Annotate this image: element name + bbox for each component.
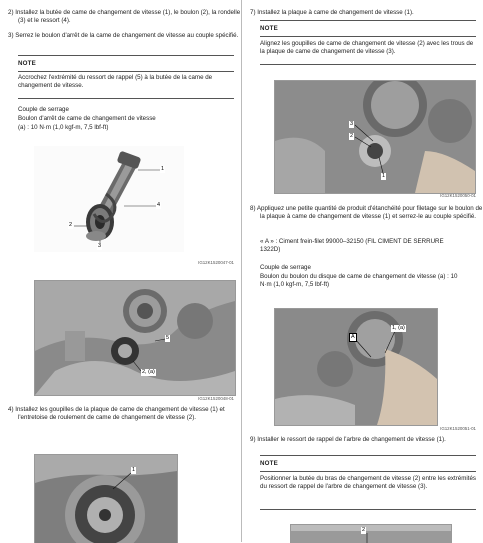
fig1-callout-2: 2 [69, 222, 73, 228]
fig2-callout-2a: 2, (a) [142, 369, 155, 375]
fig1-callout-4: 4 [157, 202, 161, 208]
fig4-callout-2: 2 [350, 133, 354, 139]
note9-rule-top [260, 455, 476, 456]
step-7-text: 7) Installez la plaque à came de changement de vitesse (1). [250, 9, 414, 16]
figure-5-caption: IG12K1520051-01 [440, 426, 476, 431]
fig1-callout-3: 3 [98, 243, 102, 249]
note9-label: NOTE [260, 460, 278, 467]
note-label: NOTE [18, 60, 36, 67]
thread-lock-product: « A » : Ciment frein-filet 99000–32150 (FIL CIMENT DE SERRURE 1322D) [260, 238, 444, 254]
note-rule-top [18, 55, 234, 56]
torque-title-right: Couple de serrage [260, 264, 311, 271]
fig4-callout-3: 3 [350, 121, 354, 127]
note7-label: NOTE [260, 25, 278, 32]
figure-1-parts-photo [34, 146, 184, 252]
figure-4-caption: IG12K1520050-01 [440, 193, 476, 198]
fig1-callout-1: 1 [161, 166, 165, 172]
fig5-callout-1a: 1, (a) [392, 325, 405, 331]
torque-item: Boulon d'arrêt de came de changement de vitesse [18, 115, 156, 122]
figure-6-photo [290, 524, 452, 543]
torque-item-right: Boulon du boulon du disque de came de changement de vitesse (a) : 10 N·m (1,0 kgf-m, 7,5 lbf-ft) [260, 273, 458, 289]
figure-5-bolt-photo [274, 308, 438, 426]
fig4-callout-1: 1 [382, 173, 386, 179]
torque-title: Couple de serrage [18, 106, 69, 113]
note-text: Accrochez l'extrémité du ressort de rappel (5) à la butée de la came de changement de vitesse. [18, 74, 213, 90]
torque-value: (a) : 10 N·m (1,0 kgf-m, 7,5 lbf-ft) [18, 124, 109, 131]
note9-rule-bottom [260, 509, 476, 510]
fig5-callout-A: A [349, 333, 357, 342]
step-4-text: 4) Installez les goupilles de la plaque de came de changement de vitesse (1) et l'entretoise de roulement de came de changement de vitesse (2). [8, 406, 225, 422]
note7-text: Alignez les goupilles de came de changement de vitesse (2) avec les trous de la plaque de came de changement de vitesse (3). [260, 40, 474, 56]
figure-3-photo [34, 454, 178, 543]
step-3-text: 3) Serrez le boulon d'arrêt de la came de changement de vitesse au couple spécifié. [8, 32, 239, 39]
figure-2-engine-photo [34, 280, 236, 396]
note9-rule-mid [260, 471, 476, 472]
note-rule-mid [18, 71, 234, 72]
figure-2-caption: IG12K1520048-01 [198, 396, 234, 401]
note7-rule-top [260, 20, 476, 21]
note-rule-bottom [18, 98, 234, 99]
note7-rule-mid [260, 36, 476, 37]
fig2-callout-5: 5 [166, 335, 170, 341]
fig6-callout-2: 2 [362, 527, 366, 533]
column-divider [241, 0, 242, 542]
step-8-text: 8) Appliquez une petite quantité de produit d'étanchéité pour filetage sur le boulon de la plaque à came de changement de vitesse (1) et serrez-le au couple spécifié. [250, 205, 483, 221]
note9-text: Positionner la butée du bras de changement de vitesse (2) entre les extrémités du ressort de rappel de l'arbre de changement de vitesse (3). [260, 475, 476, 491]
step-9-text: 9) Installer le ressort de rappel de l'arbre de changement de vitesse (1). [250, 436, 446, 443]
step-2-text: 2) Installez la butée de came de changement de vitesse (1), le boulon (2), la rondelle (3) et le ressort (4). [8, 9, 241, 25]
fig3-callout-1: 1 [132, 467, 136, 473]
figure-1-caption: IG12K1520047-01 [198, 260, 234, 265]
figure-4-shift-cam-photo [274, 80, 476, 194]
note7-rule-bottom [260, 64, 476, 65]
